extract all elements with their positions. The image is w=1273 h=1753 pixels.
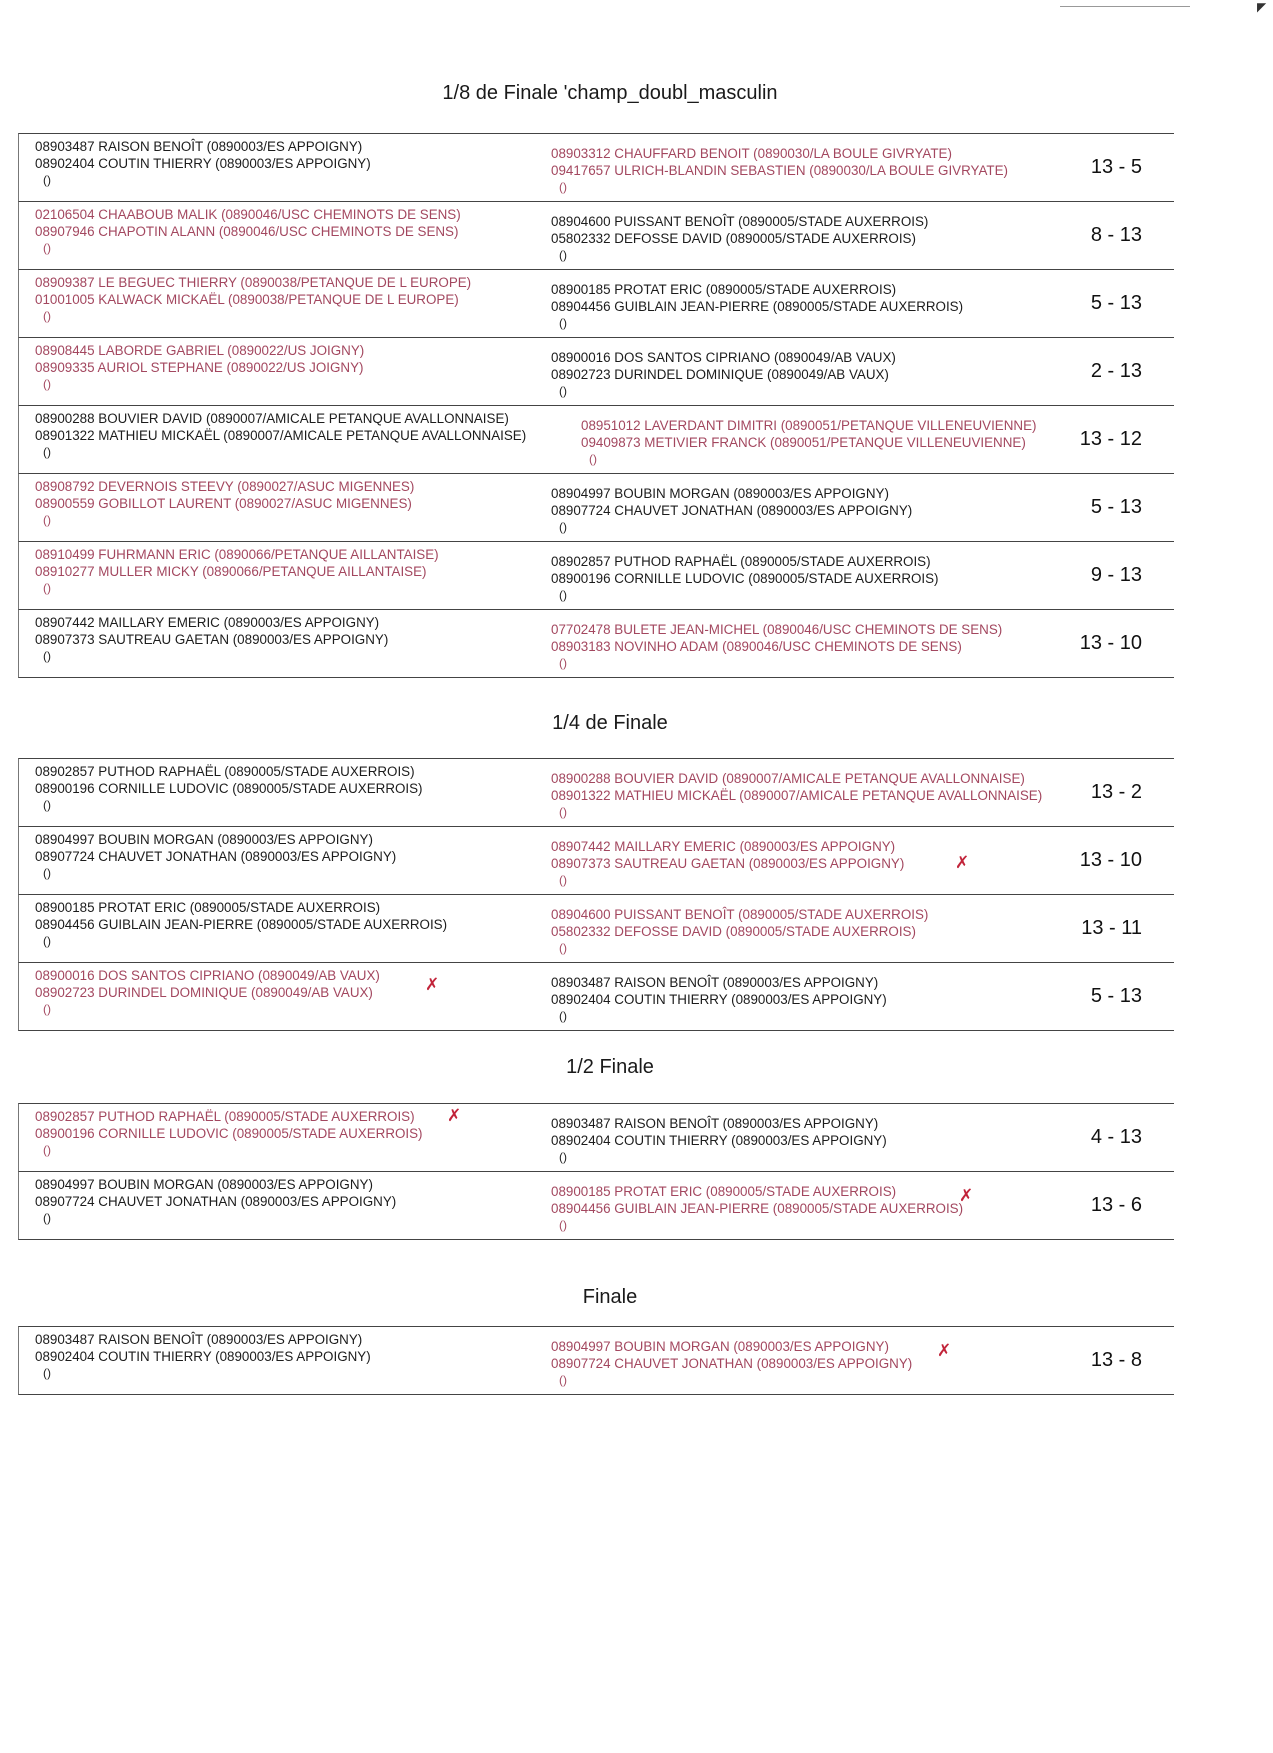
team-note: () <box>43 309 51 323</box>
team-left <box>35 547 439 597</box>
team-note: () <box>43 798 51 812</box>
player-2: 08907373 SAUTREAU GAETAN (0890003/ES APPOIGNY) <box>551 855 905 871</box>
team-note: () <box>43 445 51 459</box>
player-2: 09409873 METIVIER FRANCK (0890051/PETANQUE VILLENEUVIENNE) <box>581 434 1026 450</box>
player-2: 09417657 ULRICH-BLANDIN SEBASTIEN (0890030/LA BOULE GIVRYATE) <box>551 162 1008 178</box>
team-left <box>35 411 526 461</box>
match-row <box>18 1103 1174 1172</box>
player-1: 08904600 PUISSANT BENOÎT (0890005/STADE AUXERROIS) <box>551 907 929 922</box>
player-1: 08902857 PUTHOD RAPHAËL (0890005/STADE AUXERROIS) <box>35 1109 415 1124</box>
match-row <box>18 133 1174 202</box>
team-note: () <box>559 941 567 955</box>
team-note: () <box>43 649 51 663</box>
player-1: 08903487 RAISON BENOÎT (0890003/ES APPOIGNY) <box>35 1332 363 1347</box>
player-2: 05802332 DEFOSSE DAVID (0890005/STADE AUXERROIS) <box>551 230 916 246</box>
round-quarter-finals <box>18 758 1174 1031</box>
round-title-final: Finale <box>582 1286 638 1308</box>
player-2: 08907724 CHAUVET JONATHAN (0890003/ES APPOIGNY) <box>35 848 397 864</box>
match-row <box>18 270 1174 338</box>
player-2: 08900196 CORNILLE LUDOVIC (0890005/STADE AUXERROIS) <box>35 1125 423 1141</box>
team-right <box>551 771 1042 821</box>
player-2: 08907724 CHAUVET JONATHAN (0890003/ES APPOIGNY) <box>551 502 913 518</box>
team-right <box>551 1339 912 1389</box>
team-right <box>551 839 904 889</box>
round-semi-finals <box>18 1103 1174 1240</box>
player-1: 08907442 MAILLARY EMERIC (0890003/ES APPOIGNY) <box>551 839 896 854</box>
player-1: 08910499 FUHRMANN ERIC (0890066/PETANQUE AILLANTAISE) <box>35 547 439 562</box>
team-note: () <box>43 173 51 187</box>
team-right <box>551 622 1002 672</box>
player-2: 05802332 DEFOSSE DAVID (0890005/STADE AUXERROIS) <box>551 923 916 939</box>
team-right <box>551 350 896 400</box>
team-note: () <box>43 581 51 595</box>
team-left <box>35 832 396 882</box>
match-score: 9 - 13 <box>1090 564 1142 586</box>
match-row <box>18 827 1174 895</box>
round-title-eighth-finals: 1/8 de Finale 'champ_doubl_masculin <box>442 82 778 104</box>
player-1: 08900288 BOUVIER DAVID (0890007/AMICALE PETANQUE AVALLONNAISE) <box>551 771 1025 786</box>
player-1: 08900288 BOUVIER DAVID (0890007/AMICALE PETANQUE AVALLONNAISE) <box>35 411 509 426</box>
match-row <box>18 758 1174 827</box>
player-2: 08902723 DURINDEL DOMINIQUE (0890049/AB VAUX) <box>35 984 373 1000</box>
player-2: 08900559 GOBILLOT LAURENT (0890027/ASUC MIGENNES) <box>35 495 412 511</box>
player-2: 08907724 CHAUVET JONATHAN (0890003/ES APPOIGNY) <box>551 1355 913 1371</box>
match-row <box>18 542 1174 610</box>
team-note: () <box>559 656 567 670</box>
round-final <box>18 1326 1174 1395</box>
player-1: 08903487 RAISON BENOÎT (0890003/ES APPOIGNY) <box>551 1116 879 1131</box>
player-2: 08904456 GUIBLAIN JEAN-PIERRE (0890005/STADE AUXERROIS) <box>551 298 964 314</box>
team-note: () <box>559 1218 567 1232</box>
check-mark-icon: ✗ <box>425 975 440 994</box>
team-right <box>551 554 939 604</box>
player-2: 08907724 CHAUVET JONATHAN (0890003/ES APPOIGNY) <box>35 1193 397 1209</box>
match-score: 5 - 13 <box>1090 292 1142 314</box>
player-1: 08900185 PROTAT ERIC (0890005/STADE AUXERROIS) <box>551 282 897 297</box>
player-1: 08904997 BOUBIN MORGAN (0890003/ES APPOIGNY) <box>551 486 889 501</box>
player-2: 08902404 COUTIN THIERRY (0890003/ES APPOIGNY) <box>35 155 371 171</box>
player-1: 08902857 PUTHOD RAPHAËL (0890005/STADE AUXERROIS) <box>35 764 415 779</box>
match-score: 5 - 13 <box>1090 985 1142 1007</box>
match-score: 4 - 13 <box>1090 1126 1142 1148</box>
team-note: () <box>559 316 567 330</box>
team-note: () <box>43 1366 51 1380</box>
player-1: 08908445 LABORDE GABRIEL (0890022/US JOIGNY) <box>35 343 365 358</box>
player-1: 08907442 MAILLARY EMERIC (0890003/ES APPOIGNY) <box>35 615 380 630</box>
team-note: () <box>43 241 51 255</box>
match-score: 13 - 12 <box>1079 428 1142 450</box>
team-note: () <box>43 377 51 391</box>
team-note: () <box>559 520 567 534</box>
player-2: 08904456 GUIBLAIN JEAN-PIERRE (0890005/STADE AUXERROIS) <box>35 916 448 932</box>
player-2: 08901322 MATHIEU MICKAËL (0890007/AMICALE PETANQUE AVALLONNAISE) <box>35 427 527 443</box>
team-left <box>35 615 388 665</box>
check-mark-icon: ✗ <box>955 853 970 872</box>
player-1: 08900185 PROTAT ERIC (0890005/STADE AUXERROIS) <box>35 900 381 915</box>
match-row <box>18 895 1174 963</box>
round-title-quarter-finals: 1/4 de Finale <box>552 712 668 734</box>
player-1: 08900185 PROTAT ERIC (0890005/STADE AUXERROIS) <box>551 1184 897 1199</box>
player-1: 08904600 PUISSANT BENOÎT (0890005/STADE AUXERROIS) <box>551 214 929 229</box>
check-mark-icon: ✗ <box>937 1341 952 1360</box>
player-1: 08904997 BOUBIN MORGAN (0890003/ES APPOIGNY) <box>35 832 373 847</box>
team-right <box>551 214 928 264</box>
player-1: 08904997 BOUBIN MORGAN (0890003/ES APPOIGNY) <box>35 1177 373 1192</box>
match-row <box>18 1172 1174 1240</box>
match-score: 8 - 13 <box>1090 224 1142 246</box>
player-2: 08910277 MULLER MICKY (0890066/PETANQUE AILLANTAISE) <box>35 563 427 579</box>
player-1: 08909387 LE BEGUEC THIERRY (0890038/PETANQUE DE L EUROPE) <box>35 275 472 290</box>
player-2: 08901322 MATHIEU MICKAËL (0890007/AMICALE PETANQUE AVALLONNAISE) <box>551 787 1043 803</box>
team-note: () <box>43 1143 51 1157</box>
player-2: 08902404 COUTIN THIERRY (0890003/ES APPOIGNY) <box>551 1132 887 1148</box>
team-right <box>551 975 887 1025</box>
player-1: 02106504 CHAABOUB MALIK (0890046/USC CHEMINOTS DE SENS) <box>35 207 461 222</box>
round-eighth-finals <box>18 133 1174 678</box>
team-note: () <box>589 452 597 466</box>
team-right <box>551 146 1008 196</box>
player-2: 08904456 GUIBLAIN JEAN-PIERRE (0890005/STADE AUXERROIS) <box>551 1200 964 1216</box>
player-1: 08900016 DOS SANTOS CIPRIANO (0890049/AB VAUX) <box>35 968 380 983</box>
team-left <box>35 1109 423 1159</box>
match-score: 13 - 11 <box>1081 917 1142 939</box>
player-1: 08908792 DEVERNOIS STEEVY (0890027/ASUC MIGENNES) <box>35 479 415 494</box>
player-2: 08909335 AURIOL STEPHANE (0890022/US JOIGNY) <box>35 359 364 375</box>
check-mark-icon: ✗ <box>959 1186 974 1205</box>
player-2: 08902404 COUTIN THIERRY (0890003/ES APPOIGNY) <box>551 991 887 1007</box>
team-note: () <box>43 1002 51 1016</box>
match-score: 13 - 10 <box>1079 849 1142 871</box>
player-2: 01001005 KALWACK MICKAËL (0890038/PETANQUE DE L EUROPE) <box>35 291 459 307</box>
team-note: () <box>559 1150 567 1164</box>
team-note: () <box>559 1009 567 1023</box>
match-score: 13 - 5 <box>1090 156 1142 178</box>
team-right <box>551 1116 887 1166</box>
match-row <box>18 963 1174 1031</box>
match-score: 13 - 10 <box>1079 632 1142 654</box>
team-left <box>35 1332 371 1382</box>
team-note: () <box>559 384 567 398</box>
corner-mark: ◤ <box>1257 0 1267 14</box>
team-note: () <box>43 866 51 880</box>
team-left <box>35 968 380 1018</box>
player-2: 08900196 CORNILLE LUDOVIC (0890005/STADE AUXERROIS) <box>35 780 423 796</box>
player-2: 08903183 NOVINHO ADAM (0890046/USC CHEMINOTS DE SENS) <box>551 638 962 654</box>
team-note: () <box>559 180 567 194</box>
team-left <box>35 275 471 325</box>
player-1: 08903487 RAISON BENOÎT (0890003/ES APPOIGNY) <box>551 975 879 990</box>
team-note: () <box>43 934 51 948</box>
player-1: 08900016 DOS SANTOS CIPRIANO (0890049/AB VAUX) <box>551 350 896 365</box>
player-1: 08904997 BOUBIN MORGAN (0890003/ES APPOIGNY) <box>551 1339 889 1354</box>
team-left <box>35 1177 396 1227</box>
team-note: () <box>559 588 567 602</box>
team-note: () <box>559 1373 567 1387</box>
player-2: 08902404 COUTIN THIERRY (0890003/ES APPOIGNY) <box>35 1348 371 1364</box>
player-2: 08902723 DURINDEL DOMINIQUE (0890049/AB VAUX) <box>551 366 889 382</box>
match-row <box>18 1326 1174 1395</box>
team-left <box>35 139 371 189</box>
team-note: () <box>559 805 567 819</box>
match-score: 13 - 8 <box>1090 1349 1142 1371</box>
match-row <box>18 202 1174 270</box>
match-score: 13 - 6 <box>1090 1194 1142 1216</box>
round-title-semi-finals: 1/2 Finale <box>566 1056 654 1078</box>
team-right <box>551 1184 963 1234</box>
team-left <box>35 207 461 257</box>
player-1: 08903487 RAISON BENOÎT (0890003/ES APPOIGNY) <box>35 139 363 154</box>
player-2: 08907946 CHAPOTIN ALANN (0890046/USC CHEMINOTS DE SENS) <box>35 223 459 239</box>
match-row <box>18 474 1174 542</box>
team-note: () <box>559 873 567 887</box>
team-right <box>581 418 1036 468</box>
match-row <box>18 406 1174 474</box>
player-1: 07702478 BULETE JEAN-MICHEL (0890046/USC CHEMINOTS DE SENS) <box>551 622 1003 637</box>
player-2: 08907373 SAUTREAU GAETAN (0890003/ES APPOIGNY) <box>35 631 389 647</box>
team-left <box>35 479 414 529</box>
player-1: 08951012 LAVERDANT DIMITRI (0890051/PETANQUE VILLENEUVIENNE) <box>581 418 1037 433</box>
team-note: () <box>559 248 567 262</box>
match-row <box>18 610 1174 678</box>
scan-edge-line <box>1060 6 1190 7</box>
player-1: 08902857 PUTHOD RAPHAËL (0890005/STADE AUXERROIS) <box>551 554 931 569</box>
team-left <box>35 900 447 950</box>
check-mark-icon: ✗ <box>447 1106 462 1125</box>
match-score: 5 - 13 <box>1090 496 1142 518</box>
team-right <box>551 282 963 332</box>
team-left <box>35 764 423 814</box>
match-score: 2 - 13 <box>1090 360 1142 382</box>
team-note: () <box>43 513 51 527</box>
match-score: 13 - 2 <box>1090 781 1142 803</box>
team-left <box>35 343 364 393</box>
team-right <box>551 907 928 957</box>
team-note: () <box>43 1211 51 1225</box>
team-right <box>551 486 912 536</box>
match-row <box>18 338 1174 406</box>
player-1: 08903312 CHAUFFARD BENOIT (0890030/LA BOULE GIVRYATE) <box>551 146 952 161</box>
player-2: 08900196 CORNILLE LUDOVIC (0890005/STADE AUXERROIS) <box>551 570 939 586</box>
